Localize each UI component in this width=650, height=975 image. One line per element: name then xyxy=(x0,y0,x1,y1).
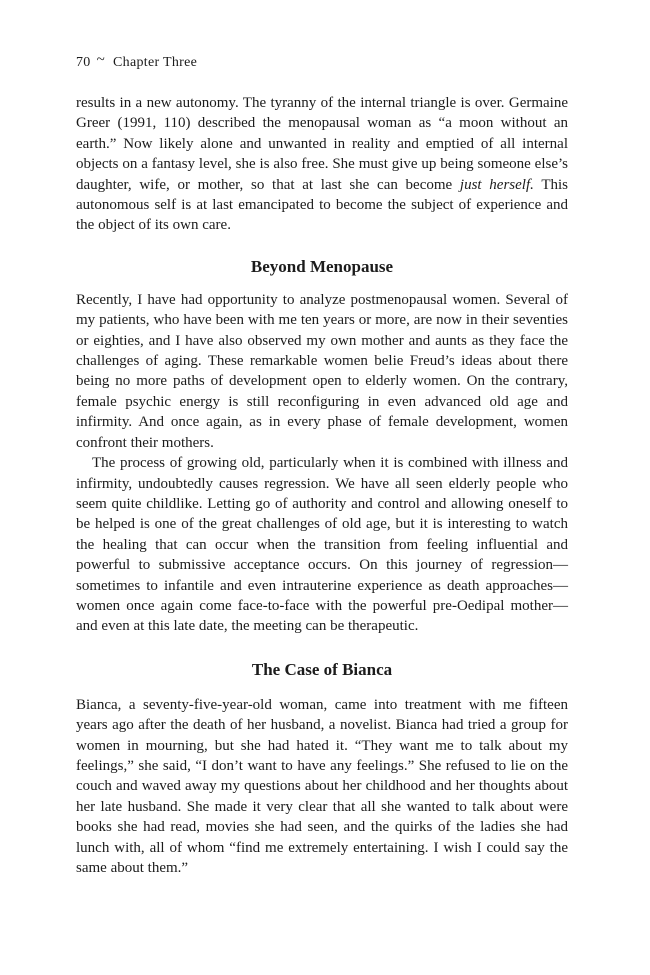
opening-italic-phrase: just herself. xyxy=(459,176,534,193)
chapter-label: Chapter Three xyxy=(113,55,198,70)
opening-paragraph xyxy=(76,93,568,236)
paragraph: Bianca, a seventy-five-year-old woman, came into treatment with me fifteen years ago after the death of her husband, a novelist. Bianca had tried a group for women in mourning, but she had hated it. “They want me to talk about my feelings,” she said, “I don’t want to have any feelings.” She refused to lie on the couch and waved away my questions about her childhood and her thoughts about her late husband. She made it very clear that all she wanted to talk about were books she had read, movies she had seen, and the quirks of the ladies she had lunch with, all of whom “find me extremely entertaining. I wish I could say the same about them.” xyxy=(76,696,568,876)
tilde-ornament-icon: ~ xyxy=(96,52,106,68)
running-head xyxy=(76,52,568,72)
paragraph: The process of growing old, particularly when it is combined with illness and infirmity, undoubtedly causes regression. We have all seen elderly people who seem quite childlike. Letting go of authority and control and allowing oneself to be helped is one of the great challenges of old age, but it is interesting to watch the healing that can occur when the transition from feeling influential and powerful to submissive acceptance occurs. On this journey of regression—sometimes to infantile and even intrauterine experience as death approaches—women once again come face-to-face with the powerful pre-Oedipal mother—and even at this late date, the meeting can be therapeutic. xyxy=(76,455,568,635)
opening-text-end: This autonomous self is at last emancipated to become the subject of experience and the object of its own care. xyxy=(76,176,568,234)
body-text xyxy=(76,93,568,878)
paragraph: Recently, I have had opportunity to analyze postmenopausal women. Several of my patients, who have been with me ten years or more, are now in their seventies or eighties, and I have also observed my own mother and aunts as they face the challenges of aging. These remarkable women belie Freud’s ideas about there being no more paths of development open to elderly women. On the contrary, female psychic energy is still reconfiguring in even advanced old age and infirmity. And once again, as in every phase of female development, women confront their mothers. xyxy=(76,291,568,451)
book-page xyxy=(76,52,568,878)
section-heading-beyond-menopause: Beyond Menopause xyxy=(250,256,394,276)
page-number: 70 xyxy=(76,55,91,70)
opening-text-start: results in a new autonomy. The tyranny of the internal triangle is over. Germaine Greer (1991, 110) described the menopausal woman as “a moon without an earth.” Now likely alone and unwanted in reality and emptied of all internal objects on a fantasy level, she is also free. She must give up being someone else’s daughter, wife, or mother, so that at last she can become xyxy=(76,95,568,193)
section-heading-case-of-bianca: The Case of Bianca xyxy=(251,659,393,679)
